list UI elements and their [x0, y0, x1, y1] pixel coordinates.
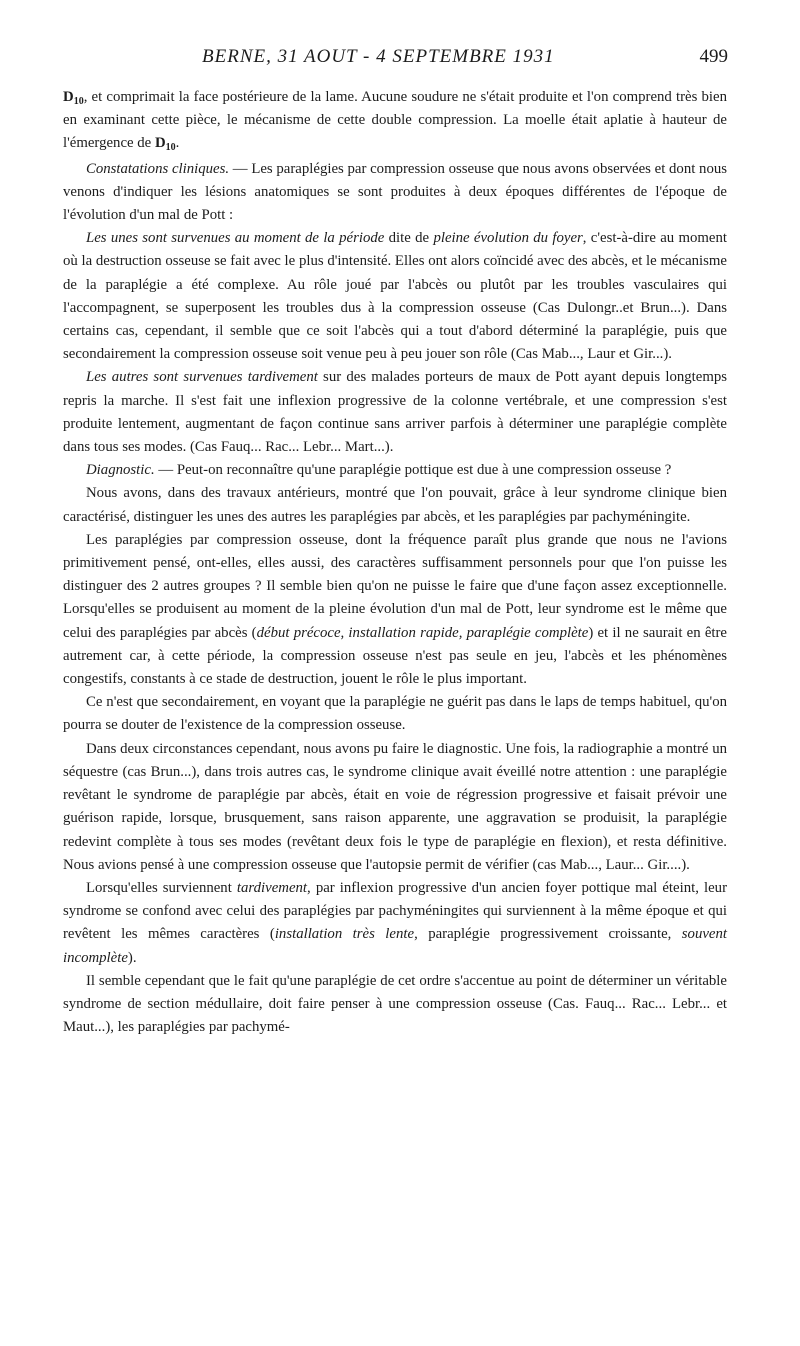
running-title: BERNE, 31 AOUT - 4 SEPTEMBRE 1931	[202, 46, 555, 67]
paragraph	[63, 691, 727, 737]
paragraph-text: dite de	[384, 230, 434, 247]
paragraph-constatations	[63, 158, 727, 228]
body-text	[63, 86, 727, 1039]
paragraph	[63, 529, 727, 691]
paragraph-unes	[63, 227, 727, 366]
paragraph-diagnostic	[63, 459, 727, 482]
paragraph	[63, 970, 727, 1040]
vertebra-subscript: 10	[73, 96, 84, 107]
vertebra-subscript: 10	[165, 142, 176, 154]
paragraph-text: — Les paraplégies par compression osseuse que nous avons observées et dont nous venons d'indiquer les lésions anatomiques se sont produites à deux époques différentes de l'époque de l'évolution d'un mal de Pott :	[63, 160, 728, 224]
italic-phrase: tardivement	[236, 879, 308, 896]
paragraph-continuation	[63, 86, 727, 156]
vertebra-label: D	[154, 135, 166, 152]
paragraph-text: , paraplégie progressivement croissante,	[414, 926, 682, 943]
italic-phrase: installation très lente	[274, 926, 415, 943]
section-heading: Diagnostic.	[86, 462, 155, 479]
paragraph-text: , par inflexion progressive d'un ancien foyer pottique mal éteint, leur syndrome se confond avec celui des paraplégies par pachyméningites qui surviennent à la même époque et qui revêtent les mêmes caractères (	[63, 879, 727, 943]
page-header	[62, 46, 728, 76]
paragraph-text: Nous avons, dans des travaux antérieurs, montré que l'on pouvait, grâce à leur syndrome clinique bien caractérisé, distinguer les unes des autres les paraplégies par abcès, et les paraplégies par pachyméningite.	[63, 485, 727, 525]
italic-phrase: souvent incomplète	[63, 926, 727, 966]
paragraph-text: , c'est-à-dire au moment où la destruction osseuse se fait avec le plus d'intensité. Elles ont alors coïncidé avec des abcès, et le mécanisme de la paraplégie a été complexe. Au rôle joué par l'abcès ou plutôt par les troubles vasculaires qui l'accompagnent, se superposent les troubles dus à la compression osseuse (Cas Dulongr..et Brun...). Dans certains cas, cependant, il semble que ce soit l'abcès qui a tout d'abord déterminé la paraplégie, puis que secondairement la compression osseuse soit venue peu à peu jouer son rôle (Cas Mab..., Laur et Gir...).	[63, 230, 727, 363]
paragraph-text: ).	[127, 949, 137, 966]
paragraph-end: .	[175, 135, 180, 152]
page-number: 499	[699, 46, 728, 67]
paragraph	[63, 738, 727, 877]
italic-phrase: début précoce, installation rapide, paraplégie complète	[256, 624, 589, 641]
italic-phrase: pleine évolution du foyer	[433, 230, 583, 247]
paragraph-text: Dans deux circonstances cependant, nous avons pu faire le diagnostic. Une fois, la radiographie a montré un séquestre (cas Brun...), dans trois autres cas, le syndrome clinique avait éveillé notre attention : une paraplégie revêtant le syndrome de paraplégie par abcès, était en voie de régression progressive et faisait prévoir une guérison rapide, lorsque, brusquement, sans raison apparente, une aggravation se produisit, la paraplégie redevint complète à tous ses modes (revêtant deux fois le type de paraplégie en flexion), et resta définitive. Nous avions pensé à une compression osseuse que l'autopsie permit de vérifier (cas Mab..., Laur... Gir....).	[63, 740, 727, 873]
paragraph-text: Il semble cependant que le fait qu'une paraplégie de cet ordre s'accentue au point de déterminer un véritable syndrome de section médullaire, doit faire penser à une compression osseuse (Cas. Fauq... Rac... Lebr... et Maut...), les paraplégies par pachymé-	[63, 972, 727, 1036]
paragraph-text: — Peut-on reconnaître qu'une paraplégie pottique est due à une compression osseuse ?	[154, 462, 672, 479]
italic-lead: Les autres sont survenues tardivement	[86, 369, 318, 386]
paragraph-text: Ce n'est que secondairement, en voyant que la paraplégie ne guérit pas dans le laps de temps habituel, qu'on pourra se douter de l'existence de la compression osseuse.	[63, 694, 727, 734]
paragraph-text: Les paraplégies par compression osseuse, dont la fréquence paraît plus grande que nous ne l'avions primitivement pensé, ont-elles, elles aussi, des caractères suffisamment personnels pour que l'on puisse les distinguer des 2 autres groupes ? Il semble bien qu'on ne puisse le faire que d'une façon assez exceptionnelle. Lorsqu'elles se produisent au moment de la pleine évolution d'un mal de Pott, leur syndrome est le même que celui des paraplégies par abcès (	[63, 531, 727, 641]
paragraph	[63, 482, 727, 528]
italic-lead: Les unes sont survenues au moment de la période	[86, 230, 385, 247]
paragraph-text: sur des malades porteurs de maux de Pott ayant depuis longtemps repris la marche. Il s'est fait une inflexion progressive de la colonne vertébrale, et une compression s'est produite lentement, augmentant de façon continue sans arriver parfois à déterminer une paraplégie complète dans tous ses modes. (Cas Fauq... Rac... Lebr... Mart...).	[63, 369, 727, 456]
paragraph-text: ) et il ne saurait en être autrement car, à cette période, la compression osseuse n'est pas seule en jeu, l'abcès et les phénomènes congestifs, constants à ce stade de destruction, jouent le rôle le plus important.	[63, 624, 727, 688]
paragraph-text: Lorsqu'elles surviennent	[86, 879, 237, 896]
paragraph-text: , et comprimait la face postérieure de la lame. Aucune soudure ne s'était produite et l'on comprend très bien en examinant cette pièce, le mécanisme de cette double compression. La moelle était aplatie à hauteur de l'émergence de	[63, 89, 727, 152]
section-heading: Constatations cliniques.	[86, 160, 230, 177]
paragraph-autres	[63, 366, 727, 459]
paragraph	[63, 877, 727, 970]
vertebra-label: D	[63, 89, 74, 105]
